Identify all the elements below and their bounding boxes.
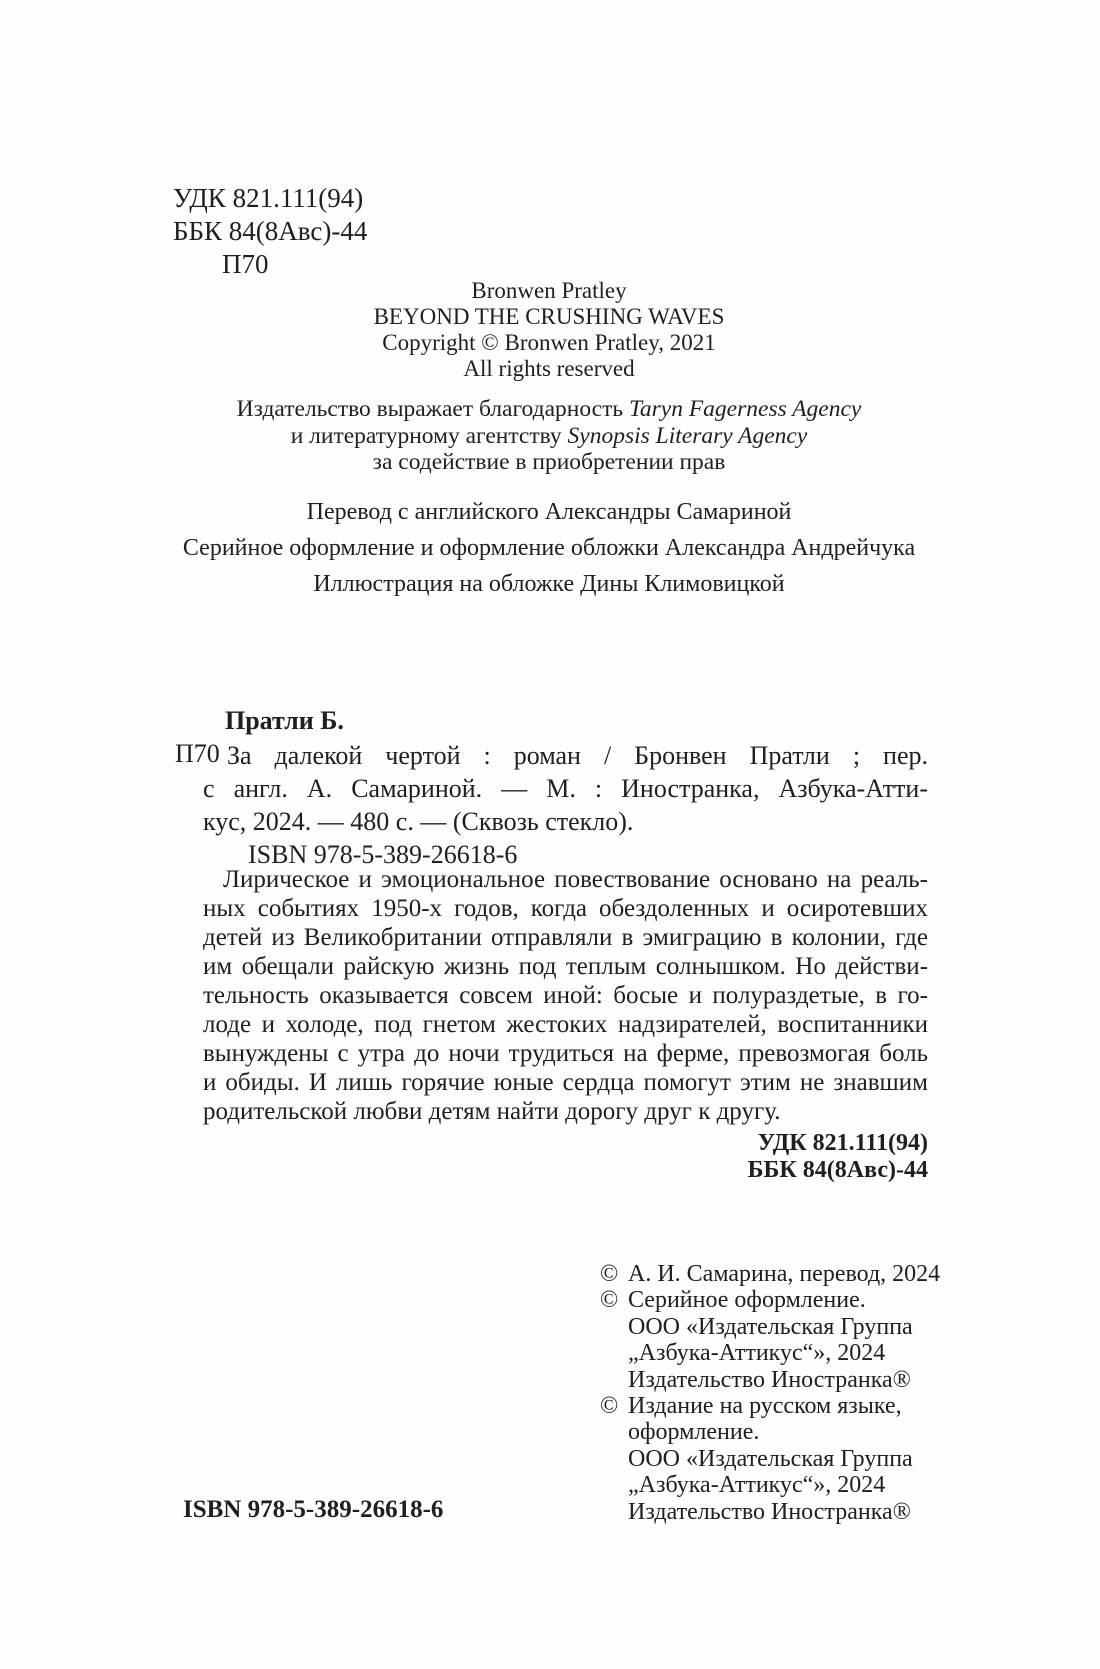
copyright-sign	[600, 1446, 628, 1472]
copyright-sign	[600, 1340, 628, 1366]
copyright-sign	[600, 1367, 628, 1393]
annotation-line: и обиды. И лишь горячие юные сердца помогут этим не знавшим	[203, 1069, 928, 1096]
original-title: BEYOND THE CRUSHING WAVES	[373, 304, 725, 329]
agency-name-taryn: Taryn Fagerness Agency	[628, 396, 862, 422]
colophon-text: ООО «Издательская Группа	[628, 1445, 913, 1472]
colophon-line	[600, 1472, 940, 1498]
thanks-line-1	[170, 396, 928, 423]
colophon-line	[600, 1367, 940, 1393]
thanks-line-2-text: и литературному агентству	[290, 422, 568, 449]
bottom-cataloguing-codes	[203, 1130, 928, 1184]
annotation-line: ных событиях 1950-х годов, когда обездоленных и осиротевших	[203, 895, 928, 922]
illustration-credit: Иллюстрация на обложке Дины Климовицкой	[313, 571, 785, 597]
copyright-sign	[600, 1314, 628, 1340]
colophon-line	[600, 1446, 940, 1472]
colophon-text: А. И. Самарина, перевод, 2024	[628, 1261, 941, 1287]
agency-thanks-block	[170, 396, 928, 476]
original-copyright: Copyright © Bronwen Pratley, 2021	[382, 330, 716, 355]
copyright-sign	[600, 1419, 628, 1445]
catalog-line: За далекой чертой : роман / Бронвен Пратли ; пер.	[227, 741, 928, 770]
colophon-text: Издание на русском языке,	[628, 1393, 902, 1420]
copyright-sign: ©	[600, 1261, 619, 1287]
colophon-text: „Азбука-Аттикус“», 2024	[628, 1472, 886, 1499]
thanks-line-3: за содействие в приобретении прав	[372, 449, 726, 475]
top-cataloguing-codes	[173, 182, 367, 281]
original-rights: All rights reserved	[463, 356, 635, 381]
catalog-author-heading: Пратли Б.	[225, 706, 344, 735]
catalog-line: с англ. А. Самариной. — М. : Иностранка, Азбука-Атти-	[203, 774, 928, 803]
colophon-line	[600, 1393, 940, 1419]
colophon-text: Серийное оформление.	[628, 1287, 866, 1314]
copyright-sign	[600, 1472, 628, 1498]
copyright-sign	[600, 1499, 628, 1525]
colophon-text: Издательство Иностранка®	[628, 1498, 911, 1525]
bbk-code-bottom: ББК 84(8Авс)-44	[747, 1157, 928, 1183]
udk-code-bottom: УДК 821.111(94)	[757, 1130, 928, 1156]
colophon-text: „Азбука-Аттикус“», 2024	[628, 1340, 886, 1367]
annotation-line: детей из Великобритании отправляли в эмиграцию в колонии, где	[203, 924, 928, 951]
credits-block	[170, 494, 928, 602]
catalog-line: кус, 2024. — 480 с. — (Сквозь стекло).	[203, 807, 634, 836]
thanks-line-2	[170, 423, 928, 450]
colophon-line	[600, 1261, 940, 1287]
agency-name-synopsis: Synopsis Literary Agency	[567, 422, 808, 449]
colophon-text: оформление.	[628, 1419, 760, 1446]
annotation-line: лоде и холоде, под гнетом жестоких надзирателей, воспитанники	[203, 1011, 928, 1038]
annotation-line: им обещали райскую жизнь под теплым солнышком. Но действи-	[203, 953, 928, 980]
colophon-line	[600, 1419, 940, 1445]
catalog-description	[203, 739, 928, 871]
colophon-text: Издательство Иностранка®	[628, 1366, 911, 1393]
catalog-isbn: ISBN 978-5-389-26618-6	[248, 840, 518, 869]
author-sign: П70	[222, 249, 269, 279]
colophon-line	[600, 1287, 940, 1313]
copyright-sign: ©	[600, 1287, 619, 1314]
udk-code: УДК 821.111(94)	[173, 183, 364, 213]
colophon-line	[600, 1340, 940, 1366]
original-edition-block	[170, 278, 928, 382]
isbn-bottom: ISBN 978-5-389-26618-6	[183, 1496, 444, 1523]
translation-credit: Перевод с английского Александры Самариной	[306, 499, 792, 525]
copyright-sign: ©	[600, 1393, 619, 1420]
annotation-line: Лирическое и эмоциональное повествование основано на реаль-	[223, 866, 928, 893]
colophon-line	[600, 1499, 940, 1525]
colophon-block	[600, 1261, 940, 1525]
design-credit: Серийное оформление и оформление обложки Александра Андрейчука	[182, 535, 916, 561]
colophon-text: ООО «Издательская Группа	[628, 1313, 913, 1340]
annotation-line: родительской любви детям найти дорогу друг к другу.	[203, 1098, 781, 1125]
annotation-paragraph	[203, 865, 928, 1126]
original-author: Bronwen Pratley	[471, 278, 627, 303]
bbk-code: ББК 84(8Авс)-44	[173, 216, 368, 246]
catalog-author-sign: П70	[175, 739, 220, 768]
thanks-line-1-text: Издательство выражает благодарность	[236, 396, 629, 422]
colophon-line	[600, 1314, 940, 1340]
annotation-line: тельность оказывается совсем иной: босые и полураздетые, в го-	[203, 982, 928, 1009]
annotation-line: вынуждены с утра до ночи трудиться на ферме, превозмогая боль	[203, 1040, 928, 1067]
